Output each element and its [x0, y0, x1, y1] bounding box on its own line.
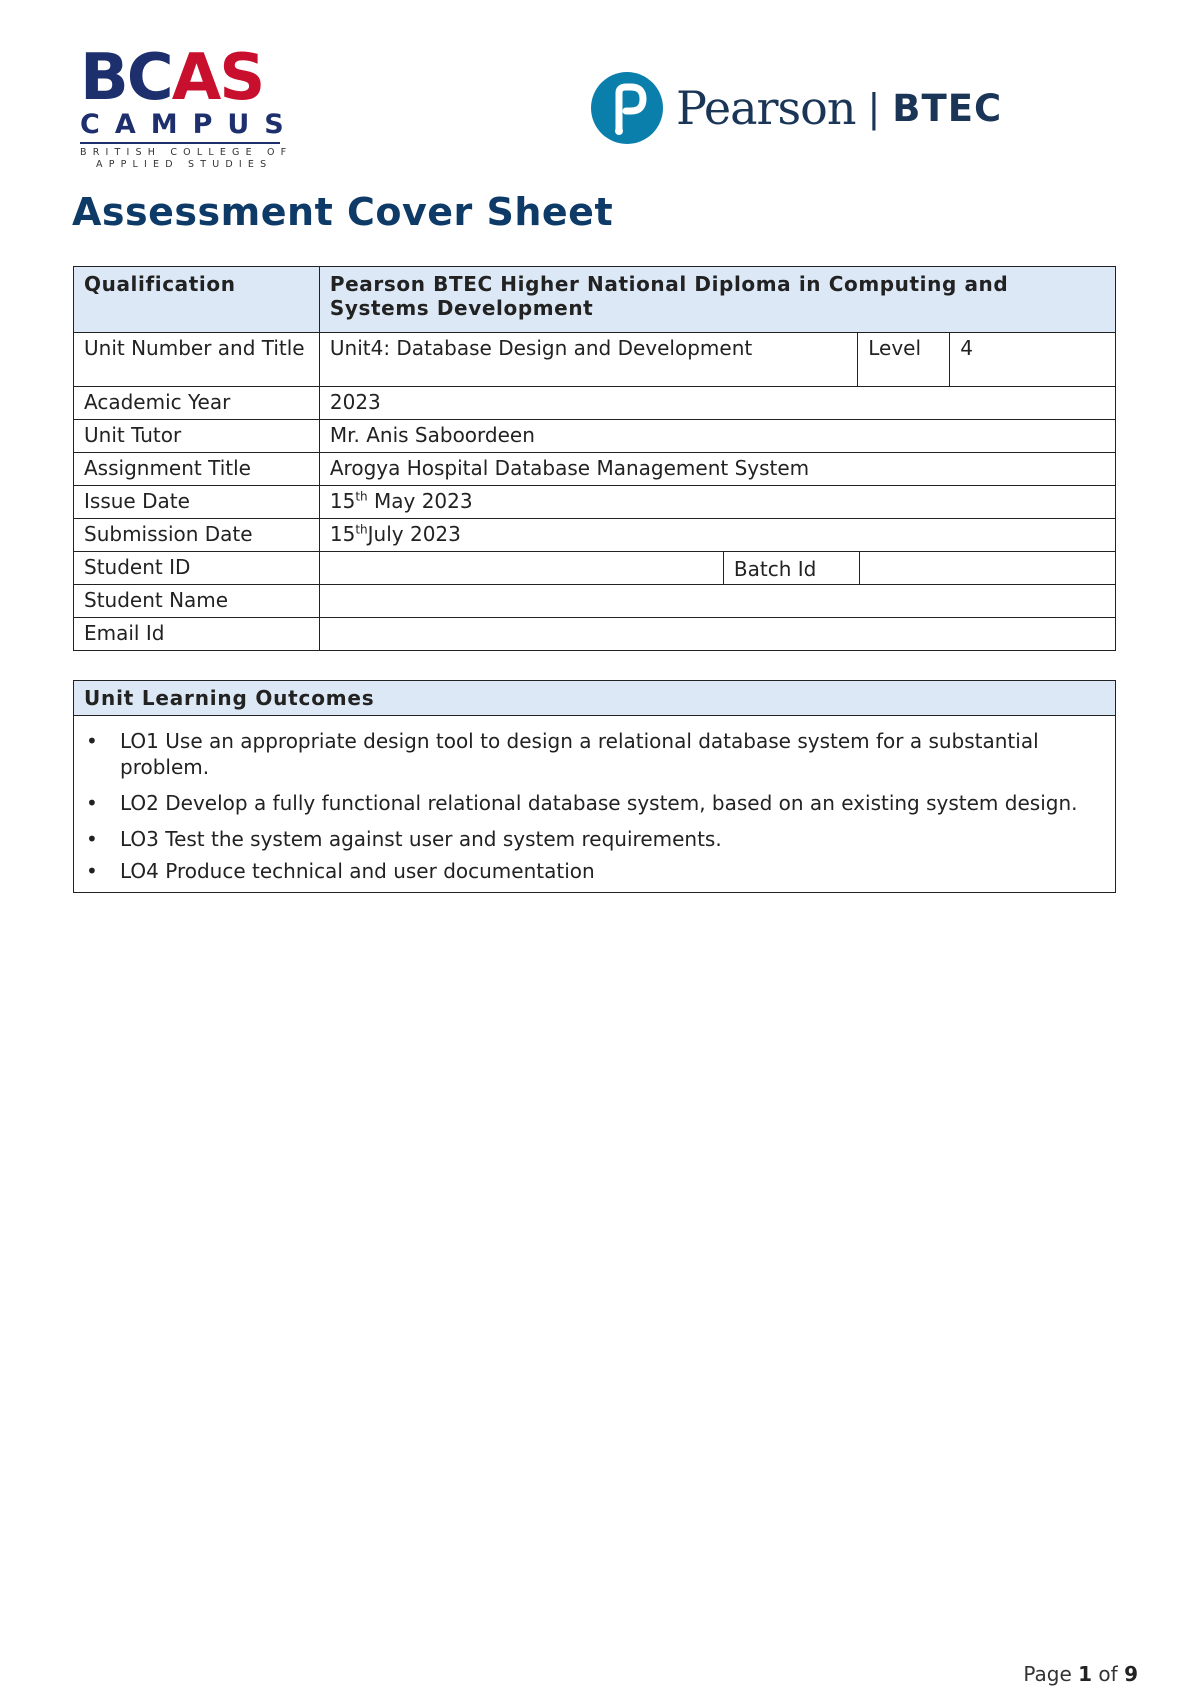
pearson-wordmark: Pearson: [676, 81, 856, 135]
bullet-icon: •: [86, 827, 98, 851]
batch-id-label: Batch Id: [723, 552, 859, 584]
learning-outcomes-box: [73, 680, 1116, 893]
learning-outcome-item: • LO1 Use an appropriate design tool to design a relational database system for a substantial problem.: [86, 729, 1039, 779]
bcas-campus-text: CAMPUS: [80, 109, 299, 140]
bcas-subtitle-2: APPLIED STUDIES: [96, 159, 273, 170]
bullet-icon: •: [86, 859, 98, 883]
academic-year-row: [74, 387, 1116, 420]
assessment-info-table: [73, 266, 1116, 651]
learning-outcomes-list: [74, 716, 1115, 892]
pearson-divider: |: [867, 86, 881, 130]
page-title: Assessment Cover Sheet: [72, 190, 614, 234]
unit-value: Unit4: Database Design and Development: [319, 333, 857, 387]
assignment-title-row: [74, 453, 1116, 486]
student-name-label: Student Name: [74, 585, 320, 618]
submission-date-label: Submission Date: [74, 519, 320, 552]
student-id-label: Student ID: [74, 552, 320, 585]
unit-row: [74, 333, 1116, 387]
issue-day-suffix: th: [355, 489, 368, 504]
bcas-letters-red: AS: [171, 41, 264, 115]
student-id-subtable: [320, 552, 1115, 584]
student-name-row: [74, 585, 1116, 618]
email-value[interactable]: [319, 618, 1115, 651]
academic-year-value: 2023: [319, 387, 1115, 420]
unit-label: Unit Number and Title: [74, 333, 320, 387]
pearson-btec-logo: [590, 68, 1002, 148]
qualification-value: Pearson BTEC Higher National Diploma in Computing and Systems Development: [319, 267, 1115, 333]
submission-date-row: [74, 519, 1116, 552]
total-pages: 9: [1124, 1662, 1138, 1686]
assignment-title-label: Assignment Title: [74, 453, 320, 486]
student-id-value[interactable]: [320, 552, 724, 584]
issue-date-row: [74, 486, 1116, 519]
submission-month-year: July 2023: [367, 522, 461, 546]
qualification-label: Qualification: [74, 267, 320, 333]
email-label: Email Id: [74, 618, 320, 651]
level-label: Level: [858, 333, 950, 387]
current-page: 1: [1078, 1662, 1093, 1686]
level-value: 4: [950, 333, 1116, 387]
bcas-divider: [80, 142, 280, 144]
tutor-label: Unit Tutor: [74, 420, 320, 453]
bullet-icon: •: [86, 729, 98, 753]
qualification-row: [74, 267, 1116, 333]
academic-year-label: Academic Year: [74, 387, 320, 420]
submission-day: 15: [329, 522, 356, 546]
assignment-title-value: Arogya Hospital Database Management System: [319, 453, 1115, 486]
learning-outcome-item: • LO2 Develop a fully functional relational database system, based on an existing system design.: [86, 791, 1078, 815]
tutor-row: [74, 420, 1116, 453]
learning-outcome-item: • LO3 Test the system against user and system requirements.: [86, 827, 722, 851]
learning-outcome-item: • LO4 Produce technical and user documentation: [86, 859, 595, 883]
bcas-campus-logo: [80, 41, 299, 171]
bcas-letters-blue: BC: [80, 41, 172, 115]
student-id-row: [74, 552, 1116, 585]
learning-outcomes-heading: Unit Learning Outcomes: [74, 681, 1115, 716]
bullet-icon: •: [86, 791, 98, 815]
bcas-subtitle-1: BRITISH COLLEGE OF: [80, 147, 293, 158]
btec-wordmark: BTEC: [892, 86, 1003, 130]
issue-date-value: [319, 486, 1115, 519]
pearson-p-icon: [590, 71, 664, 145]
issue-date-label: Issue Date: [74, 486, 320, 519]
submission-day-suffix: th: [355, 522, 368, 537]
submission-date-value: [319, 519, 1115, 552]
tutor-value: Mr. Anis Saboordeen: [319, 420, 1115, 453]
batch-id-value[interactable]: [859, 552, 1115, 584]
page-number: Page 1 of 9: [1023, 1662, 1138, 1686]
email-row: [74, 618, 1116, 651]
student-name-value[interactable]: [319, 585, 1115, 618]
issue-day: 15: [329, 489, 356, 513]
issue-month-year: May 2023: [367, 489, 473, 513]
